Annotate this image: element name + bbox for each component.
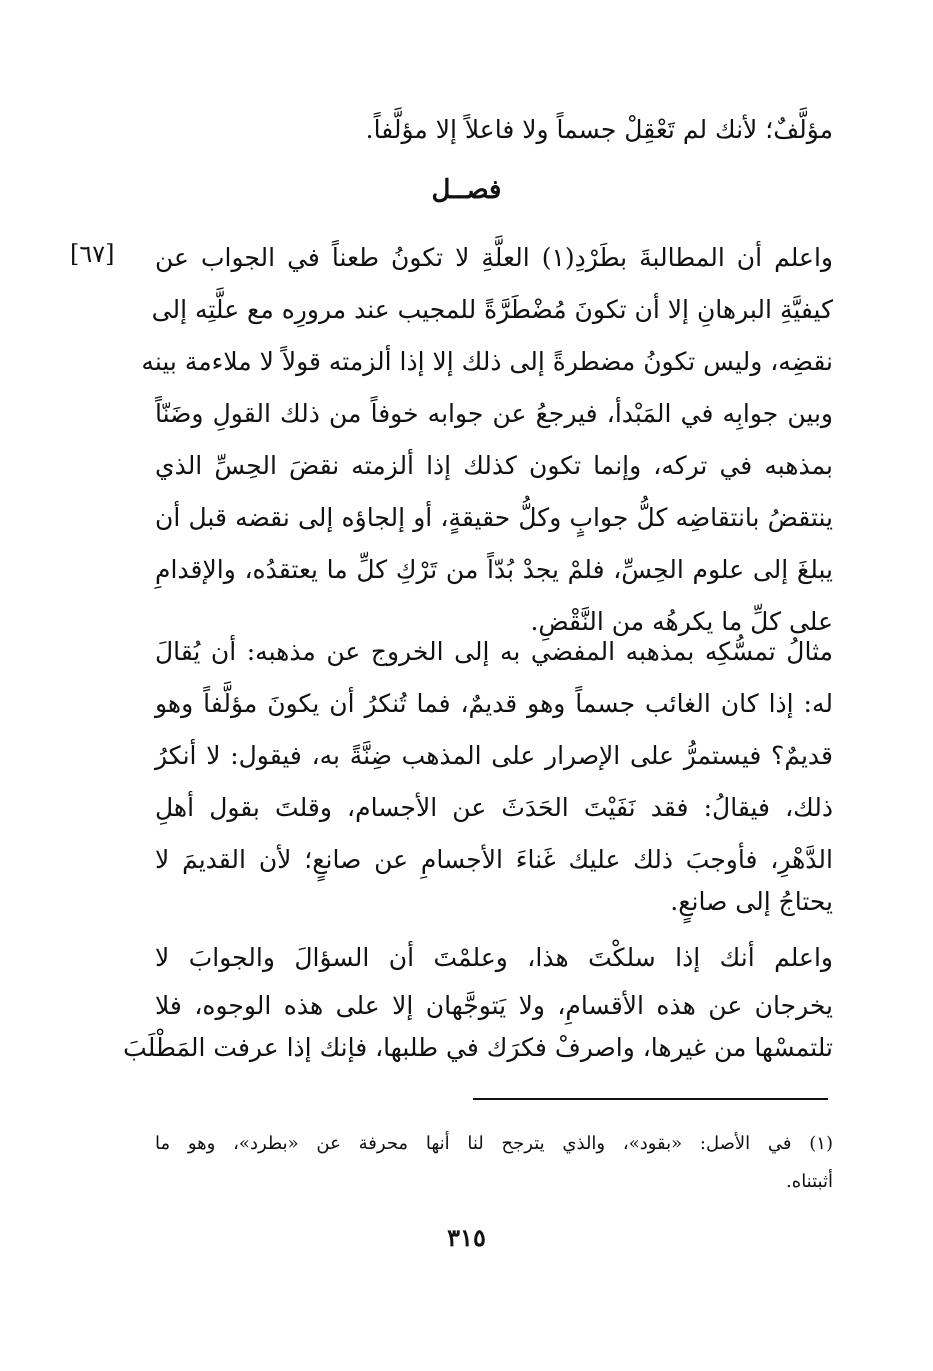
paragraph3-line-3: تلتمسْها من غيرها، واصرفْ فكرَك في طلبها، فإنك إذا عرفت المَطْلَبَ [123, 1033, 833, 1062]
paragraph3-line-2: يخرجان عن هذه الأقسامِ، ولا يَتوجَّهان إلا على هذه الوجوه، فلا [155, 991, 833, 1020]
paragraph2-line-1: مثالُ تمسُّكِه بمذهبه المفضي به إلى الخروج عن مذهبه: أن يُقالَ [155, 637, 833, 666]
page-number: ٣١٥ [447, 1223, 486, 1252]
paragraph2-line-3: قديمٌ؟ فيستمرُّ على الإصرار على المذهب ضِنَّةً به، فيقول: لا أنكرُ [155, 741, 833, 770]
paragraph1-line-7: يبلغَ إلى علوم الحِسِّ، فلمْ يجدْ بُدّاً من تَرْكِ كلِّ ما يعتقدُه، والإقدامِ [155, 555, 833, 584]
footnote-line-2: أثبتناه. [786, 1171, 833, 1192]
paragraph1-line-8: على كلِّ ما يكرهُه من النَّقْضِ. [530, 607, 833, 636]
footnote-separator [473, 1098, 828, 1100]
paragraph1-line-4: وبين جوابِه في المَبْدأ، فيرجعُ عن جوابه خوفاً من ذلك القولِ وضَنّاً [155, 399, 833, 428]
paragraph2-line-2: له: إذا كان الغائب جسماً وهو قديمٌ، فما تُنكرُ أن يكونَ مؤلَّفاً وهو [155, 689, 833, 718]
paragraph1-line-2: كيفيَّةِ البرهانِ إلا أن تكونَ مُضْطَرَّةً للمجيب عند مرورِه مع علَّتِه إلى [151, 295, 833, 324]
paragraph2-line-4: ذلك، فيقالُ: فقد نَفَيْتَ الحَدَثَ عن الأجسام، وقلتَ بقول أهلِ [155, 793, 833, 822]
paragraph1-line-6: ينتقضُ بانتقاضِه كلُّ جوابٍ وكلُّ حقيقةٍ، أو إلجاؤه إلى نقضه قبل أن [155, 503, 833, 532]
paragraph1-line-1: واعلم أن المطالبةَ بطَرْدِ(١) العلَّةِ لا تكونُ طعناً في الجواب عن [155, 243, 833, 272]
paragraph2-line-5: الدَّهْرِ، فأوجبَ ذلك عليك غَناءَ الأجسامِ عن صانعٍ؛ لأن القديمَ لا [155, 845, 833, 874]
paragraph1-line-5: بمذهبه في تركه، وإنما تكون كذلك إذا ألزمته نقضَ الحِسِّ الذي [155, 451, 833, 480]
top-line: مؤلَّفٌ؛ لأنك لم تَعْقِلْ جسماً ولا فاعلاً إلا مؤلَّفاً. [365, 115, 833, 144]
paragraph1-line-3: نقضِه، وليس تكونُ مضطرةً إلى ذلك إلا إذا ألزمته قولاً لا ملاءمة بينه [141, 347, 833, 376]
section-heading: فصــل [431, 175, 502, 205]
section-marker: [٦٧] [70, 240, 115, 268]
footnote-line-1: (١) في الأصل: «بقود»، والذي يترجح لنا أنها محرفة عن «بطرد»، وهو ما [155, 1133, 833, 1154]
paragraph2-line-6: يحتاجُ إلى صانعٍ. [670, 887, 833, 916]
paragraph3-line-1: واعلم أنك إذا سلكْتَ هذا، وعلمْتَ أن السؤالَ والجوابَ لا [155, 943, 833, 972]
